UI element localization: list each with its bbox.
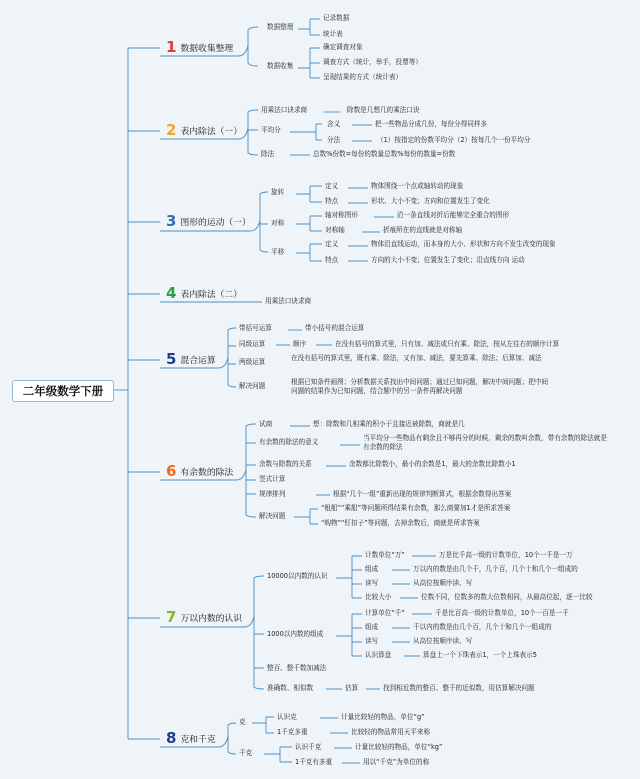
node: 计数单位“万” xyxy=(365,551,405,559)
node: 从高位按顺序读、写 xyxy=(413,637,473,645)
node: 余数与除数的关系 xyxy=(259,460,312,468)
node: 1千克多重 xyxy=(277,728,308,736)
node: 同级运算 xyxy=(239,340,266,348)
section-title: 数据收集整理 xyxy=(180,44,234,54)
section-title: 有余数的除法 xyxy=(180,468,234,478)
node: 用乘法口诀求商 xyxy=(261,106,308,114)
section-title: 混合运算 xyxy=(180,356,216,366)
node: 平移 xyxy=(271,248,285,256)
node: 位数不同，位数多的数大位数相同，从最高位起，逐一比较 xyxy=(421,593,593,601)
node: 把一些物品分成几份，每份分得同样多 xyxy=(375,120,488,128)
node: 准确数、相似数 xyxy=(267,684,314,692)
node: 轴对称图形 xyxy=(325,211,358,219)
node: 物体沿直线运动，而本身的大小、形状和方向不发生改变的现象 xyxy=(371,240,556,248)
section-number: 7 xyxy=(166,608,177,626)
node: （1）按指定的份数平均分（2）按每几个一份平均分 xyxy=(377,136,531,144)
section-title: 万以内数的认识 xyxy=(180,614,243,624)
node: 规律排列 xyxy=(259,490,286,498)
section-2 xyxy=(166,123,242,138)
node: 算盘上一个下珠表示1，一个上珠表示5 xyxy=(423,651,537,659)
section-5 xyxy=(166,352,216,367)
node: 两级运算 xyxy=(239,358,266,366)
node: 根据“几个一组”重新出现的规律判断算式，根据余数得出答案 xyxy=(333,490,512,498)
node: 记录数据 xyxy=(323,14,350,22)
node: 带小括号的混合运算 xyxy=(305,324,365,332)
node: 除法 xyxy=(261,150,275,158)
node: 除数是几想几的乘法口诀 xyxy=(347,106,420,114)
node: 估算 xyxy=(345,684,359,692)
node: 认识千克 xyxy=(295,743,322,751)
node: 分法 xyxy=(327,136,341,144)
section-number: 1 xyxy=(166,38,177,56)
node: 解决问题 xyxy=(259,512,286,520)
section-number: 5 xyxy=(166,350,177,368)
node: 定义 xyxy=(325,240,339,248)
section-title: 图形的运动（一） xyxy=(180,218,251,228)
section-3 xyxy=(166,214,251,229)
node: 万以内的数是由几个千，几个百，几个十和几个一组成的 xyxy=(413,565,578,573)
section-number: 8 xyxy=(166,729,177,747)
node: 平均分 xyxy=(261,126,281,134)
node: 调查方式（统计，举手，投票等） xyxy=(323,58,422,66)
node: 余数都比除数小，最小的余数是1，最大的余数比除数小1 xyxy=(349,460,516,468)
node: 克 xyxy=(239,718,246,726)
node: 万是比千高一级的计数单位，10个一千是一万 xyxy=(439,551,573,559)
node: 试商 xyxy=(259,420,273,428)
section-number: 4 xyxy=(166,284,177,302)
node: 旋转 xyxy=(271,188,285,196)
node: 根据已知条件画图；分析数据关系找出中间问题；通过已知问题，解决中间问题；把中间问题的结果作为已知问题，结合题中的另一条件再解决问题 xyxy=(290,378,554,396)
node: 读写 xyxy=(365,637,379,645)
node: 计量比较轻的物品，单位“g” xyxy=(341,713,425,721)
section-number: 2 xyxy=(166,121,177,139)
node: 方向的大小不变；位置发生了变化；沿直线方向 运动 xyxy=(371,256,525,264)
node: 认识算盘 xyxy=(365,651,392,659)
node: 沿一条直线对折后能够完全重合的图形 xyxy=(397,211,510,219)
node: 统计表 xyxy=(323,30,343,38)
node: 千是比百高一级的计数单位，10个一百是一千 xyxy=(435,609,569,617)
node: 在没有括号的算式里，只有加、减法或只有乘、除法，按从左往右的顺序计算 xyxy=(335,340,560,348)
node: 对称 xyxy=(271,219,285,227)
node: 物体围绕一个点或轴转动的现象 xyxy=(371,182,464,190)
node: 想：除数和几相乘的积小于且接近被除数，商就是几 xyxy=(313,420,465,428)
node: 有余数的除法的意义 xyxy=(259,438,319,446)
section-7 xyxy=(166,610,242,625)
node: 认识克 xyxy=(277,713,297,721)
node: “购物”“钉扣子”等问题，去掉余数后，商就是所求答案 xyxy=(321,519,480,527)
node: 特点 xyxy=(325,256,339,264)
section-title: 克和千克 xyxy=(180,735,216,745)
node: 组成 xyxy=(365,623,379,631)
node: 解决问题 xyxy=(239,382,266,390)
node: 折痕所在的直线就是对称轴 xyxy=(383,226,463,234)
node: 对称轴 xyxy=(325,226,345,234)
node: 计量比较轻的物品，单位“kg” xyxy=(355,743,443,751)
section-1 xyxy=(166,40,233,55)
node: 计算单位“千” xyxy=(365,609,405,617)
node: 在没有括号的算式里，既有乘、除法，又有加、减法，要先算乘、除法；后算加、减法 xyxy=(290,354,554,363)
node: 整百、整千数加减法 xyxy=(267,664,327,672)
node: 总数%份数=每份的数量总数%每份的数量=份数 xyxy=(313,150,456,158)
node: 用以“千克”为单位的称 xyxy=(363,758,430,766)
section-number: 3 xyxy=(166,212,177,230)
node: 定义 xyxy=(325,182,339,190)
node: 确定调查对象 xyxy=(323,43,363,51)
node: 千以内的数是由几个百，几个十和几个一组成的 xyxy=(413,623,552,631)
node: 竖式计算 xyxy=(259,475,286,483)
node: 10000以内数的认识 xyxy=(267,572,328,580)
node: 数据整理 xyxy=(267,23,294,31)
node: 数据收集 xyxy=(267,62,294,70)
node: 形状、大小不变；方向和位置发生了变化 xyxy=(371,197,490,205)
node: 1千克有多重 xyxy=(295,758,333,766)
section-title: 表内除法（二） xyxy=(180,290,243,300)
section-4 xyxy=(166,286,242,301)
node: 顺序 xyxy=(293,340,307,348)
section-number: 6 xyxy=(166,462,177,480)
node: 1000以内数的组成 xyxy=(267,630,324,638)
section-8 xyxy=(166,731,216,746)
node: 呈现结果的方式（统计表） xyxy=(323,73,403,81)
node: 含义 xyxy=(327,120,341,128)
root-title: 二年级数学下册 xyxy=(12,380,114,402)
node: 千克 xyxy=(239,749,253,757)
node: 从高位按顺序读、写 xyxy=(413,579,473,587)
node: “租船”“乘船”等问题所得结果有余数，那么商要加1才是所求答案 xyxy=(321,504,511,512)
node: 找到相近数的整百、整千的近似数，用估算解决问题 xyxy=(383,684,535,692)
node: 比较大小 xyxy=(365,593,392,601)
node: 组成 xyxy=(365,565,379,573)
node: 特点 xyxy=(325,197,339,205)
node: 读写 xyxy=(365,579,379,587)
node: 用乘法口诀求商 xyxy=(265,297,312,305)
section-6 xyxy=(166,464,233,479)
node: 比较轻的物品常用天平来称 xyxy=(351,728,431,736)
node: 带括号运算 xyxy=(239,324,272,332)
section-title: 表内除法（一） xyxy=(180,127,243,137)
node: 当平均分一些物品有剩余且不够再分的时候，剩余的数叫余数，带有余数的除法就是有余数的除法 xyxy=(362,434,610,452)
